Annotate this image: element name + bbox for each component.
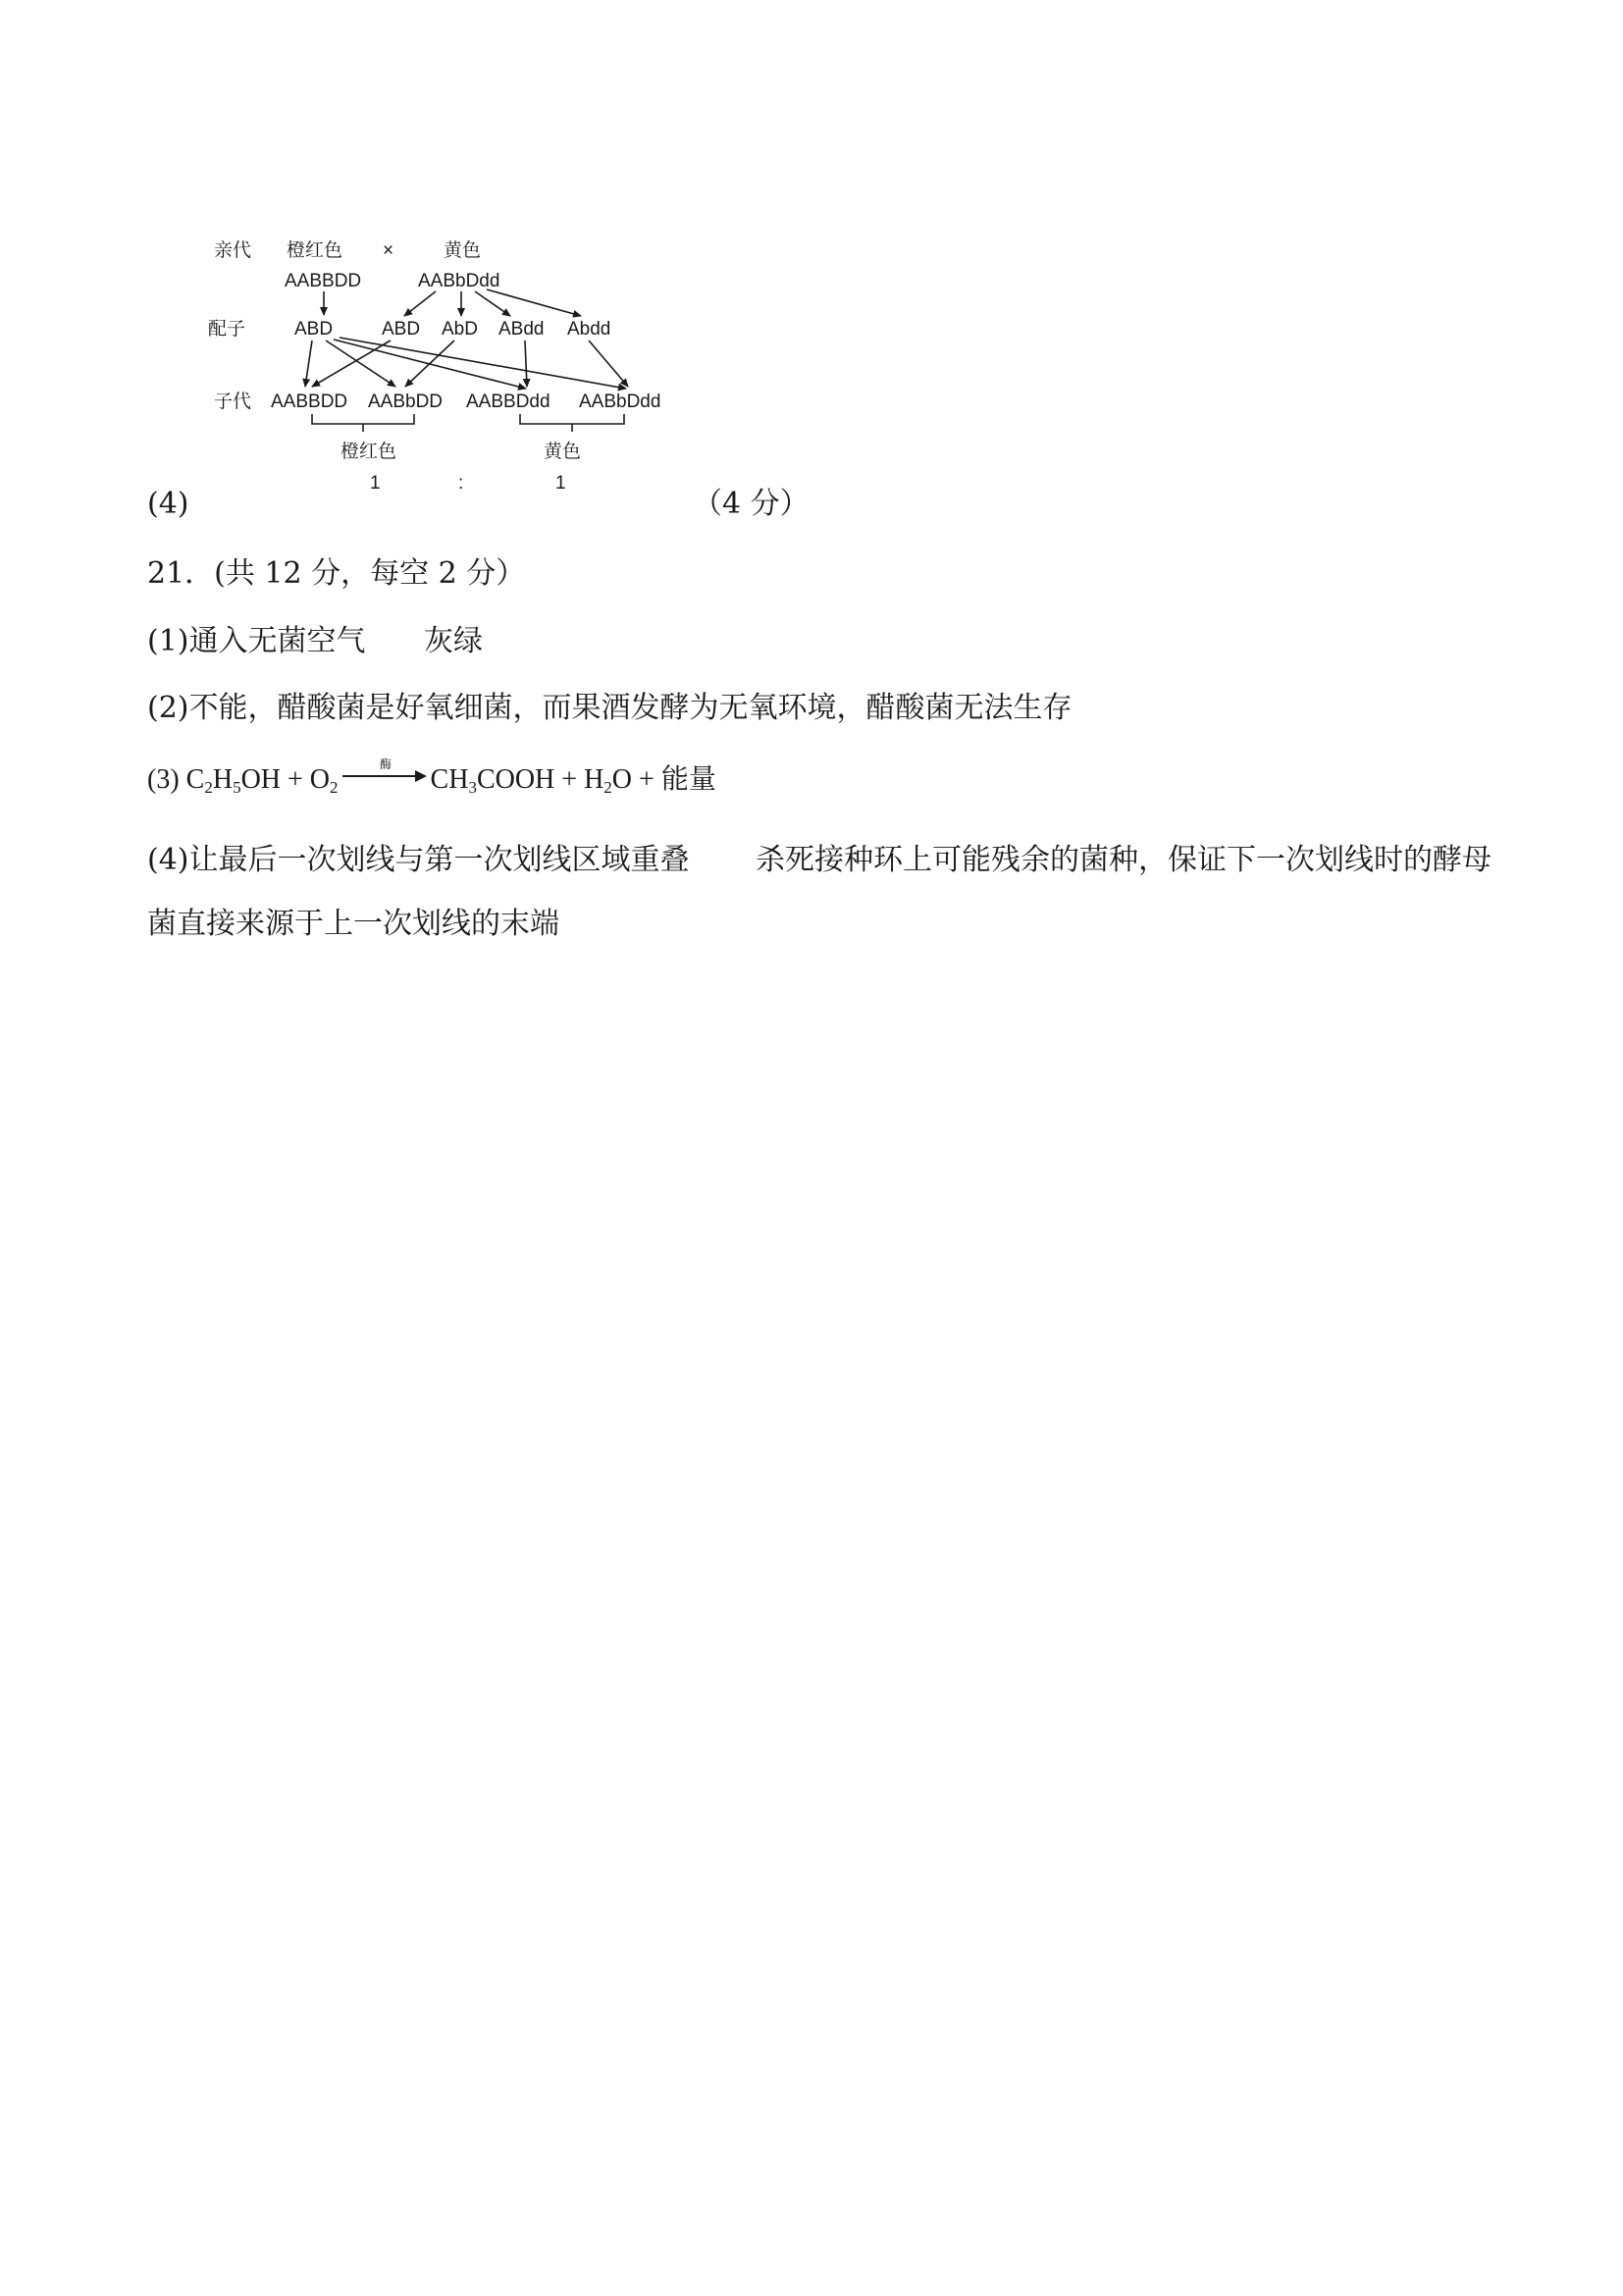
- answer-4-line-2: 菌直接来源于上一次划线的末端: [147, 907, 559, 941]
- answer-4-line-1: [147, 841, 690, 880]
- parent2-phenotype: 黄色: [444, 240, 482, 261]
- answer-1-text-2: 灰绿: [424, 624, 483, 658]
- answer-3-number: (3): [147, 764, 180, 795]
- parent1-genotype: AABBDD: [285, 271, 362, 291]
- ratio-right: 1: [555, 473, 566, 494]
- answer-1-number: (1): [147, 624, 189, 658]
- answer-2-text: 不能，醋酸菌是好氧细菌，而果酒发酵为无氧环境，醋酸菌无法生存: [188, 691, 1073, 725]
- offspring-2: AABbDD: [368, 391, 444, 412]
- label-parents: 亲代: [214, 240, 252, 261]
- gamete-offspring-arrows: [305, 338, 628, 389]
- group2-phenotype: 黄色: [544, 442, 582, 462]
- offspring-4: AABbDdd: [579, 391, 661, 412]
- ratio-left: 1: [370, 473, 381, 494]
- gamete-4: ABdd: [498, 319, 545, 339]
- label-offspring: 子代: [214, 391, 252, 412]
- q21-answer-3-equation: (3) $C_2H_5OH + O_2$ $CH_3COOH + H_2O$ + 能量 酶: [147, 760, 716, 808]
- gamete-3: AbD: [442, 319, 478, 339]
- parent2-genotype: AABbDdd: [418, 271, 500, 291]
- gamete-5: Abdd: [567, 319, 611, 339]
- offspring-3: AABBDdd: [466, 391, 550, 412]
- parent1-phenotype: 橙红色: [287, 240, 343, 261]
- bracket-yellow: [520, 414, 624, 424]
- q21-answer-2: [147, 689, 1073, 728]
- genetic-cross-diagram: [0, 0, 1623, 510]
- q21-header: 21．(共 12 分，每空 2 分）: [147, 556, 526, 591]
- part4-label: (4): [147, 487, 189, 521]
- label-gametes: 配子: [208, 319, 246, 339]
- group1-phenotype: 橙红色: [340, 442, 397, 462]
- part4-score: （4 分）: [693, 487, 810, 521]
- q21-answer-4: [147, 841, 1501, 949]
- bracket-orange-red: [312, 414, 414, 424]
- answer-4-number: (4): [147, 843, 189, 877]
- q21-answer-1: [147, 622, 366, 661]
- offspring-1: AABBDD: [271, 391, 348, 412]
- parent-gamete-arrows: [324, 289, 581, 316]
- ratio-separator: :: [458, 473, 464, 494]
- answer-2-number: (2): [147, 691, 189, 725]
- cross-sign: ×: [383, 240, 394, 261]
- gamete-1: ABD: [294, 319, 334, 339]
- answer-4-text: 让最后一次划线与第一次划线区域重叠: [188, 843, 690, 877]
- answer-3-energy: 能量: [660, 764, 716, 795]
- answer-1-text: 通入无菌空气: [188, 624, 366, 658]
- answer-4-text-2: 杀死接种环上可能残余的菌种，保证下一次划线时的酵母: [756, 843, 1492, 877]
- gamete-2: ABD: [382, 319, 421, 339]
- enzyme-label: 酶: [380, 757, 393, 771]
